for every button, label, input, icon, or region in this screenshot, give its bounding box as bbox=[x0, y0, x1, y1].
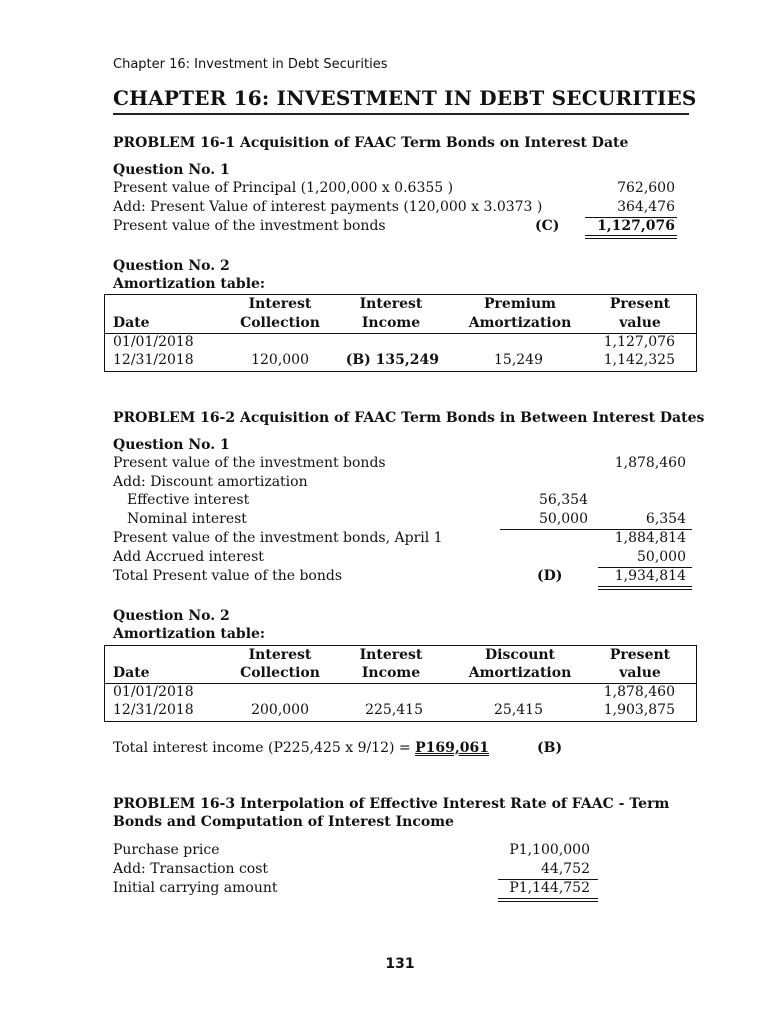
p2-total-text: Total interest income (P225,425 x 9/12) = bbox=[113, 740, 416, 756]
p2-q1-label: Question No. 1 bbox=[113, 437, 230, 453]
p1-amortization-table bbox=[104, 294, 697, 372]
col-header: Interest bbox=[248, 296, 312, 312]
col-header: Collection bbox=[240, 315, 320, 331]
p2-q1-row-amount: 1,884,814 bbox=[614, 530, 686, 546]
p3-heading-line1: PROBLEM 16-3 Interpolation of Effective Interest Rate of FAAC - Term bbox=[113, 796, 670, 812]
p3-row-amount: P1,144,752 bbox=[509, 880, 590, 896]
col-header: Amortization bbox=[468, 665, 572, 681]
table-cell: 12/31/2018 bbox=[113, 702, 194, 718]
page-number: 131 bbox=[385, 956, 415, 972]
p3-row-desc: Add: Transaction cost bbox=[113, 861, 269, 877]
p1-q1-row-desc: Present value of the investment bonds bbox=[113, 218, 386, 234]
answer-tag: (B) bbox=[537, 740, 563, 756]
p2-total-amount: P169,061 bbox=[415, 740, 489, 756]
col-header: Premium bbox=[484, 296, 556, 312]
answer-tag: (D) bbox=[537, 568, 563, 584]
p1-q1-row-desc: Present value of Principal (1,200,000 x 0.6355 ) bbox=[113, 180, 454, 196]
p1-q1-label: Question No. 1 bbox=[113, 162, 230, 178]
table-cell: 200,000 bbox=[251, 702, 309, 718]
title-rule bbox=[113, 113, 689, 115]
p3-row-amount: 44,752 bbox=[541, 861, 590, 877]
p2-q2-label: Question No. 2 bbox=[113, 608, 230, 624]
table-cell: 1,127,076 bbox=[603, 334, 675, 350]
col-header: Discount bbox=[484, 647, 556, 663]
table-cell: 25,415 bbox=[494, 702, 543, 718]
p2-q1-row-mid: 50,000 bbox=[539, 511, 588, 527]
p3-heading-line2: Bonds and Computation of Interest Income bbox=[113, 814, 454, 830]
p3-row-desc: Initial carrying amount bbox=[113, 880, 278, 896]
col-header: Date bbox=[113, 665, 150, 681]
p2-table-label: Amortization table: bbox=[113, 626, 266, 642]
p2-q1-row-mid: 56,354 bbox=[539, 492, 588, 508]
p2-q1-total-amount: 1,934,814 bbox=[614, 568, 686, 584]
p1-q1-row-amount: 762,600 bbox=[617, 180, 675, 196]
p2-q1-row-desc: Present value of the investment bonds, April 1 bbox=[113, 530, 443, 546]
table-cell: 12/31/2018 bbox=[113, 352, 194, 368]
table-cell: 01/01/2018 bbox=[113, 334, 194, 350]
col-header: Interest bbox=[248, 647, 312, 663]
p1-heading: PROBLEM 16-1 Acquisition of FAAC Term Bonds on Interest Date bbox=[113, 135, 629, 151]
p1-q2-label: Question No. 2 bbox=[113, 258, 230, 274]
col-header: Amortization bbox=[468, 315, 572, 331]
table-cell: 1,142,325 bbox=[603, 352, 675, 368]
table-cell: 120,000 bbox=[251, 352, 309, 368]
col-header: Income bbox=[361, 665, 421, 681]
col-header: Present bbox=[609, 647, 671, 663]
table-cell: 1,878,460 bbox=[603, 684, 675, 700]
col-header: Interest bbox=[359, 296, 423, 312]
p2-q1-row-desc: Present value of the investment bonds bbox=[113, 455, 386, 471]
col-header: Collection bbox=[240, 665, 320, 681]
p1-q1-row-desc: Add: Present Value of interest payments (120,000 x 3.0373 ) bbox=[113, 199, 543, 215]
col-header: value bbox=[619, 665, 661, 681]
p2-q1-row-amount: 50,000 bbox=[637, 549, 686, 565]
chapter-title: CHAPTER 16: INVESTMENT IN DEBT SECURITIES bbox=[113, 86, 697, 110]
p1-table-label: Amortization table: bbox=[113, 276, 266, 292]
p1-q1-total-amount: 1,127,076 bbox=[597, 218, 675, 234]
p1-q1-row-amount: 364,476 bbox=[617, 199, 675, 215]
total-double-rule bbox=[498, 898, 598, 902]
col-header: value bbox=[619, 315, 661, 331]
col-header: Date bbox=[113, 315, 150, 331]
col-header: Income bbox=[361, 315, 421, 331]
col-header: Present bbox=[609, 296, 671, 312]
p2-total-interest bbox=[113, 740, 489, 756]
total-double-rule bbox=[585, 235, 677, 239]
running-head: Chapter 16: Investment in Debt Securities bbox=[113, 57, 388, 72]
p2-q1-row-desc: Add: Discount amortization bbox=[113, 474, 308, 490]
p2-q1-row-desc: Effective interest bbox=[127, 492, 250, 508]
p2-q1-row-desc: Nominal interest bbox=[127, 511, 247, 527]
table-cell: 1,903,875 bbox=[603, 702, 675, 718]
table-cell: 15,249 bbox=[494, 352, 543, 368]
answer-tag: (C) bbox=[535, 218, 560, 234]
p2-q1-row-amount: 1,878,460 bbox=[614, 455, 686, 471]
p2-q1-row-desc: Add Accrued interest bbox=[113, 549, 264, 565]
table-cell: 01/01/2018 bbox=[113, 684, 194, 700]
p2-q1-row-desc: Total Present value of the bonds bbox=[113, 568, 343, 584]
p2-amortization-table bbox=[104, 645, 697, 722]
col-header: Interest bbox=[359, 647, 423, 663]
table-cell: (B) 135,249 bbox=[345, 352, 439, 368]
p3-row-amount: P1,100,000 bbox=[509, 842, 590, 858]
p2-heading: PROBLEM 16-2 Acquisition of FAAC Term Bonds in Between Interest Dates bbox=[113, 410, 705, 426]
p3-row-desc: Purchase price bbox=[113, 842, 220, 858]
table-cell: 225,415 bbox=[365, 702, 423, 718]
p2-q1-row-amount: 6,354 bbox=[645, 511, 686, 527]
total-double-rule bbox=[598, 586, 692, 590]
